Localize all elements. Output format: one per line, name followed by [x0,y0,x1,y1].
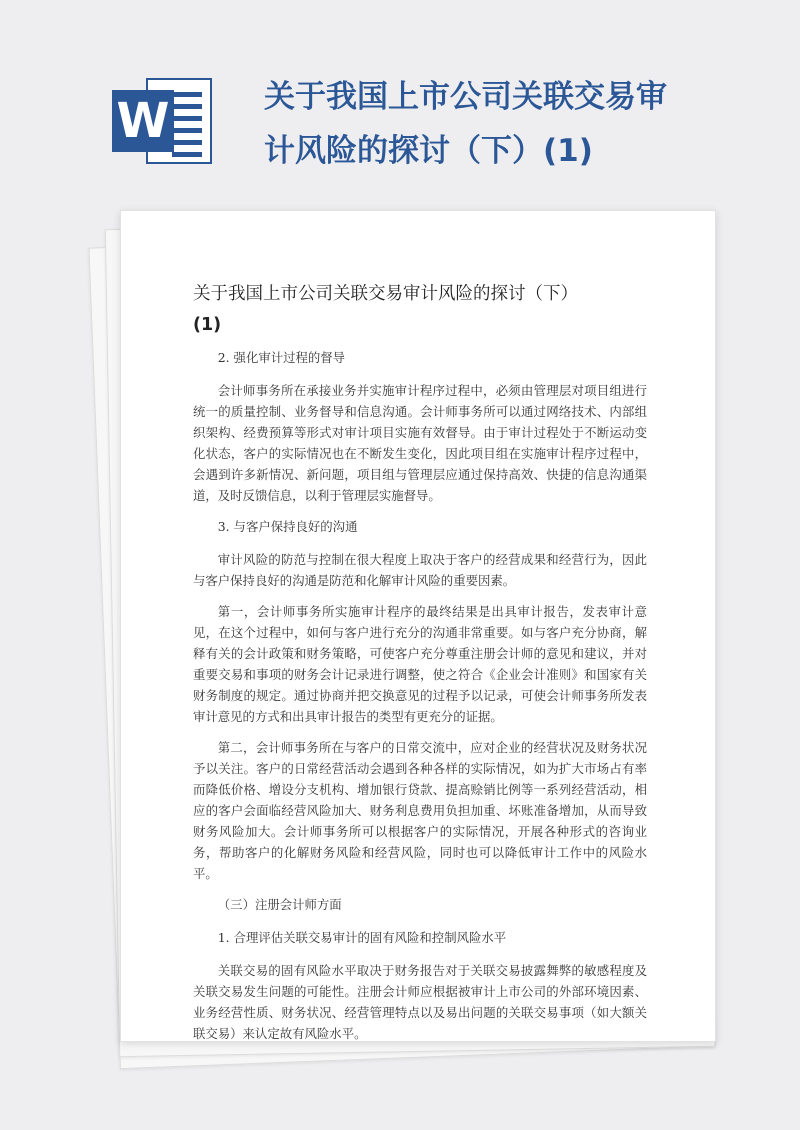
paragraph: 第一，会计师事务所实施审计程序的最终结果是出具审计报告，发表审计意见，在这个过程中，如何与客户进行充分的沟通非常重要。如与客户充分协商，解释有关的会计政策和财务策略，可使客户充分尊重注册会计师的意见和建议，并对重要交易和事项的财务会计记录进行调整，使之符合《企业会计准则》和国家有关财务制度的规定。通过协商并把交换意见的过程予以记录，可使会计师事务所发表审计意见的方式和出具审计报告的类型有更充分的证据。 [193,604,647,724]
page-title-suffix: (1) [193,315,222,335]
banner-title: 关于我国上市公司关联交易审计风险的探讨（下）(1) [264,79,667,169]
word-document-icon [112,78,212,164]
section-heading: 2. 强化审计过程的督导 [217,350,346,365]
header-banner [0,0,800,200]
paragraph: 关联交易的固有风险水平取决于财务报告对于关联交易披露舞弊的敏感程度及关联交易发生问题的可能性。注册会计师应根据被审计上市公司的外部环境因素、业务经营性质、财务状况、经营管理特点以及易出问题的关联交易事项（如大额关联交易）来认定故有风险水平。 [193,963,647,1041]
section-heading: 1. 合理评估关联交易审计的固有风险和控制风险水平 [217,930,507,945]
paragraph: 第二，会计师事务所在与客户的日常交流中，应对企业的经营状况及财务状况予以关注。客户的日常经营活动会遇到各种各样的实际情况，如为扩大市场占有率而降低价格、增设分支机构、增加银行贷款、提高赊销比例等一系列经营活动，相应的客户会面临经营风险加大、财务利息费用负担加重、坏账准备增加，从而导致财务风险加大。会计师事务所可以根据客户的实际情况，开展各种形式的咨询业务，帮助客户的化解财务风险和经营风险，同时也可以降低审计工作中的风险水平。 [193,740,647,881]
paragraph: 审计风险的防范与控制在很大程度上取决于客户的经营成果和经营行为，因此与客户保持良好的沟通是防范和化解审计风险的重要因素。 [193,552,647,588]
word-letter-badge: W [112,90,174,152]
section-heading: （三）注册会计师方面 [217,897,342,912]
page-title [193,279,643,341]
document-body [193,347,647,1054]
paragraph: 会计师事务所在承接业务并实施审计程序过程中，必须由管理层对项目组进行统一的质量控制、业务督导和信息沟通。会计师事务所可以通过网络技术、内部组织架构、经费预算等形式对审计项目实施有效督导。由于审计过程处于不断运动变化状态，客户的实际情况也在不断发生变化，因此项目组在实施审计程序过程中，会遇到许多新情况、新问题，项目组与管理层应通过保持高效、快捷的信息沟通渠道，及时反馈信息，以利于管理层实施督导。 [193,383,647,503]
document-page [120,210,716,1042]
page-title-text: 关于我国上市公司关联交易审计风险的探讨（下） [193,284,578,304]
section-heading: 3. 与客户保持良好的沟通 [217,519,358,534]
